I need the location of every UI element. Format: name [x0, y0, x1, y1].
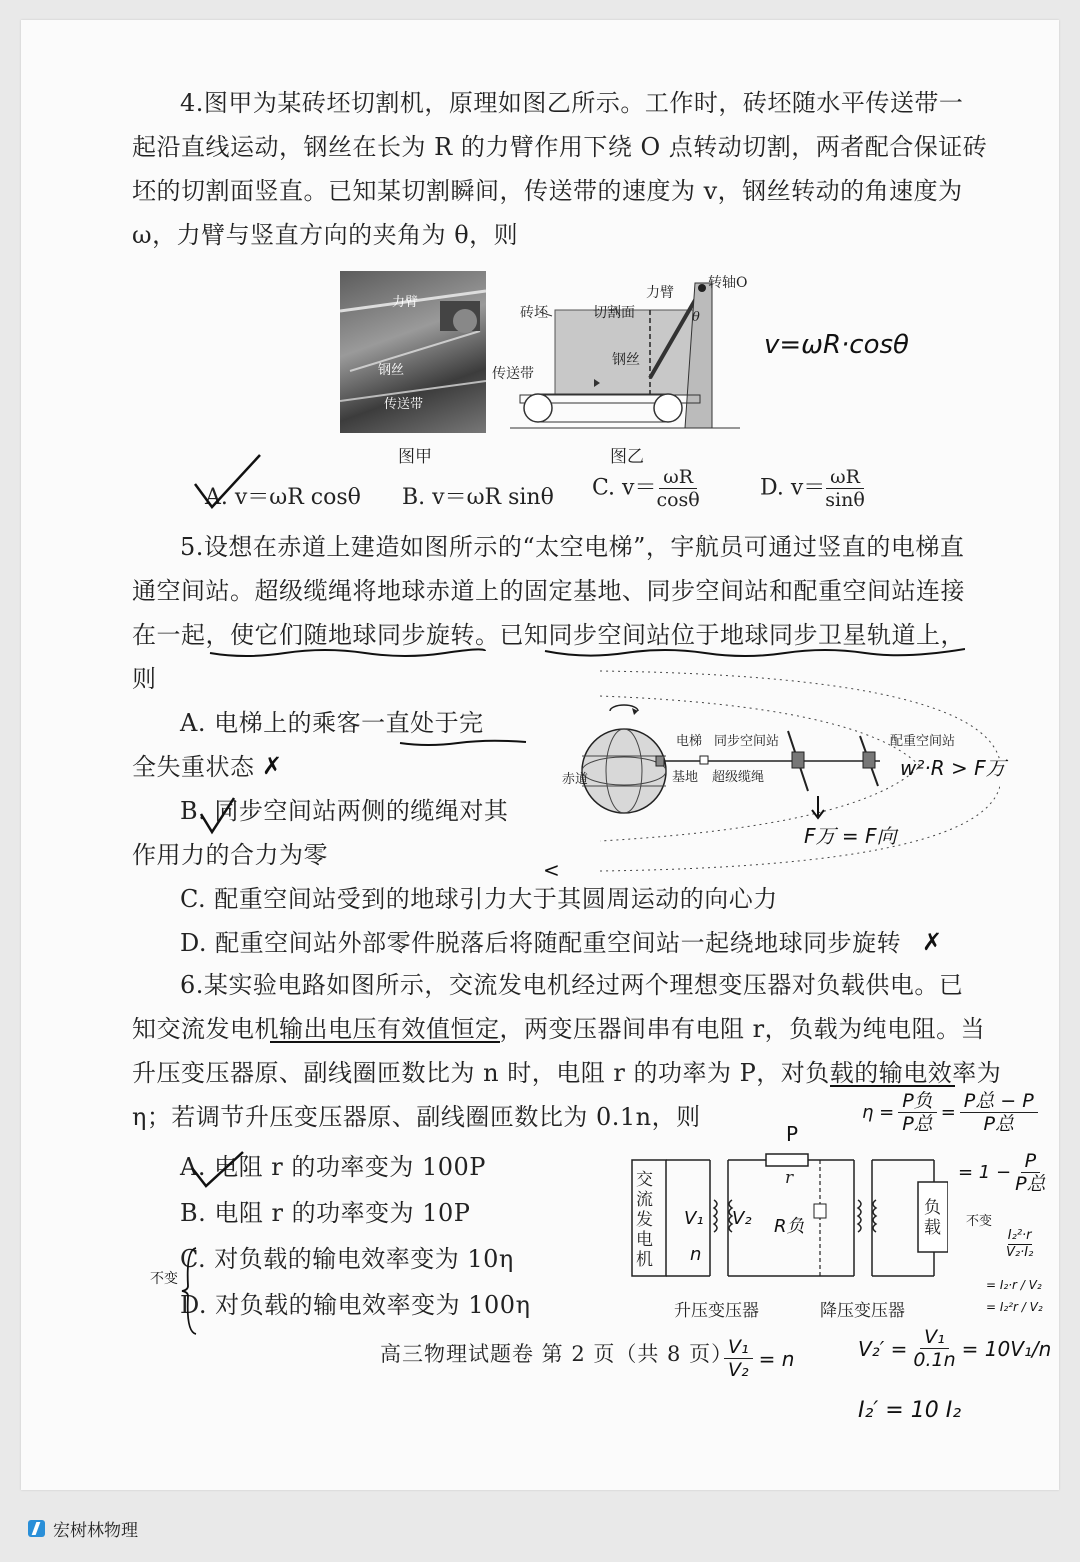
note-eta-num: P负	[898, 1090, 936, 1113]
note-i2-prime: I₂′ = 10 I₂	[858, 1398, 962, 1423]
q6-line-4: η；若调节升压变压器原、副线圈匝数比为 0.1n，则	[132, 1103, 701, 1131]
label-sync-station: 同步空间站	[714, 734, 780, 749]
q4-line-4: ω，力臂与竖直方向的夹角为 θ，则	[132, 221, 519, 249]
note-eta3: = 1 −	[958, 1162, 1012, 1183]
fig2-label-belt: 传送带	[492, 366, 534, 382]
fig2-label-brick: 砖坯	[520, 305, 548, 321]
q6-brace	[180, 1246, 200, 1336]
note-ratio-i2r	[1006, 1228, 1033, 1261]
note-eta2-den: P总	[983, 1113, 1014, 1135]
q5-note-2: F万 = F向	[804, 824, 897, 848]
fig2-label-cut: 切割面	[593, 305, 635, 321]
q5-underlines	[205, 645, 965, 665]
note-e1: = I₂·r / V₂	[986, 1278, 1042, 1292]
q5-option-b-line-2: 作用力的合力为零	[132, 841, 328, 869]
q5-line-4: 则	[132, 665, 157, 693]
q4-option-a[interactable]: A. v＝ωR cosθ	[205, 485, 361, 510]
note-r-load: R负	[774, 1216, 805, 1237]
label-cable: 超级缆绳	[712, 770, 765, 785]
q5-option-d[interactable]: D. 配重空间站外部零件脱落后将随配重空间站一起绕地球同步旋转	[180, 929, 902, 957]
label-elevator: 电梯	[676, 734, 703, 749]
note-v2p-den: 0.1n	[913, 1349, 956, 1371]
q4-line-3: 坯的切割面竖直。已知某切割瞬间，传送带的速度为 v，钢丝转动的角速度为	[132, 177, 963, 205]
q4-option-d-prefix: D. v＝	[760, 475, 826, 501]
fig2-label-arm: 力臂	[646, 285, 674, 301]
note-ratio-den: V₂	[728, 1359, 749, 1381]
q5-cross-a: ✗	[262, 752, 283, 780]
q5-less-than-mark: <	[543, 858, 560, 882]
q6-line-1: 6.某实验电路如图所示，交流发电机经过两个理想变压器对负载供电。已	[180, 971, 964, 999]
note-ratio-num: V₁	[724, 1336, 753, 1359]
note-v1: V₁	[684, 1208, 704, 1229]
brand-logo-icon	[28, 1520, 45, 1537]
q4-line-1: 4.图甲为某砖坯切割机，原理如图乙所示。工作时，砖坯随水平传送带一	[180, 89, 964, 117]
note-eta3-num: P	[1021, 1150, 1040, 1173]
q4-option-d-den: sinθ	[825, 489, 865, 511]
circuit-step-up-label: 升压变压器	[674, 1301, 759, 1321]
fig1-caption: 图甲	[398, 447, 432, 467]
circuit-r-label: r	[785, 1168, 794, 1188]
q4-option-d-num: ωR	[826, 466, 864, 489]
q5-option-c[interactable]: C. 配重空间站受到的地球引力大于其圆周运动的向心力	[180, 885, 778, 913]
q6-checkmark-a	[188, 1150, 248, 1190]
q6-underlines-2	[130, 1082, 970, 1102]
q4-option-c-prefix: C. v＝	[592, 475, 657, 501]
q6-option-b[interactable]: B. 电阻 r 的功率变为 10P	[180, 1199, 471, 1227]
note-ratio	[724, 1336, 794, 1381]
q4-option-c-den: cosθ	[656, 489, 700, 511]
q4-handwritten-note: v=ωR·cosθ	[764, 330, 909, 360]
q6-option-d[interactable]: D. 对负载的输电效率变为 100η	[180, 1291, 531, 1319]
q4-option-c-num: ωR	[659, 466, 697, 489]
q4-checkmark	[190, 452, 270, 512]
watermark-text: 宏树林物理	[53, 1521, 138, 1541]
note-v2: V₂	[732, 1208, 752, 1229]
figure-photo	[340, 271, 486, 433]
q5-underline-a	[398, 738, 528, 748]
q5-line-2: 通空间站。超级缆绳将地球赤道上的固定基地、同步空间站和配重空间站连接	[132, 577, 965, 605]
note-v2i2: V₂·I₂	[1006, 1245, 1034, 1260]
q6-note-unchanged: 不变	[150, 1271, 178, 1287]
fig2-label-wire: 钢丝	[612, 352, 640, 368]
circuit-load-label: 负载	[924, 1198, 941, 1238]
fig2-label-axis: 转轴O	[708, 275, 748, 291]
q5-line-1: 5.设想在赤道上建造如图所示的“太空电梯”，宇航员可通过竖直的电梯直	[180, 533, 965, 561]
q6-option-a[interactable]: A. 电阻 r 的功率变为 100P	[180, 1153, 486, 1181]
q5-note-1: w²·R > F万	[900, 756, 1006, 780]
q5-checkmark-b	[198, 796, 238, 836]
label-base: 基地	[672, 770, 699, 785]
note-v2p-rhs: = 10V₁/n	[961, 1336, 1052, 1361]
fig2-caption: 图乙	[610, 447, 644, 467]
note-ratio-rhs: = n	[758, 1346, 795, 1371]
q5-option-a-line-2: 全失重状态	[132, 753, 255, 781]
note-eta2-num: P总 − P	[960, 1090, 1038, 1113]
note-eta-line-2	[958, 1150, 1046, 1195]
watermark	[28, 1516, 138, 1541]
note-v2p: V₂′ =	[858, 1336, 908, 1361]
q4-option-d[interactable]	[760, 466, 865, 511]
q4-option-b[interactable]: B. v＝ωR sinθ	[402, 485, 554, 510]
circuit-generator-label: 交流发电机	[636, 1170, 653, 1270]
note-e2: = I₂²r / V₂	[986, 1300, 1043, 1314]
fig2-label-theta: θ	[692, 310, 700, 325]
label-equator: 赤道	[562, 772, 589, 787]
q4-option-c[interactable]	[592, 466, 700, 511]
q6-line-2: 知交流发电机输出电压有效值恒定，两变压器间串有电阻 r，负载为纯电阻。当	[132, 1015, 986, 1043]
label-counterweight: 配重空间站	[890, 734, 956, 749]
q6-underlines	[130, 1038, 970, 1058]
note-eta-eq: =	[940, 1102, 956, 1123]
note-p: P	[786, 1122, 799, 1146]
fig1-label-wire: 钢丝	[378, 363, 405, 378]
q5-cross-d: ✗	[922, 928, 943, 956]
note-v2-prime	[858, 1326, 1051, 1371]
note-i2r: I₂²·r	[1007, 1228, 1032, 1243]
circuit-step-down-label: 降压变压器	[820, 1301, 905, 1321]
note-eta3-den: P总	[1015, 1173, 1046, 1195]
note-eta-line-1	[862, 1090, 1038, 1135]
q5-option-b-line-1[interactable]: B. 同步空间站两侧的缆绳对其	[180, 797, 509, 825]
q5-line-3: 在一起，使它们随地球同步旋转。已知同步空间站位于地球同步卫星轨道上，	[132, 621, 965, 649]
q6-option-c[interactable]: C. 对负载的输电效率变为 10η	[180, 1245, 514, 1273]
note-unchanged-2: 不变	[966, 1214, 993, 1229]
q6-line-3: 升压变压器原、副线圈匝数比为 n 时，电阻 r 的功率为 P，对负载的输电效率为	[132, 1059, 1002, 1087]
note-n: n	[690, 1244, 702, 1265]
note-eta-den: P总	[902, 1113, 933, 1135]
page-footer: 高三物理试题卷 第 2 页（共 8 页）	[380, 1342, 734, 1366]
q5-option-a-line-1[interactable]: A. 电梯上的乘客一直处于完	[180, 709, 484, 737]
note-v2p-num: V₁	[920, 1326, 949, 1349]
fig1-label-belt: 传送带	[384, 397, 424, 412]
fig1-label-arm: 力臂	[392, 295, 419, 310]
q4-line-2: 起沿直线运动，钢丝在长为 R 的力臂作用下绕 O 点转动切割，两者配合保证砖	[132, 133, 988, 161]
note-eta-lhs: η =	[862, 1102, 895, 1123]
